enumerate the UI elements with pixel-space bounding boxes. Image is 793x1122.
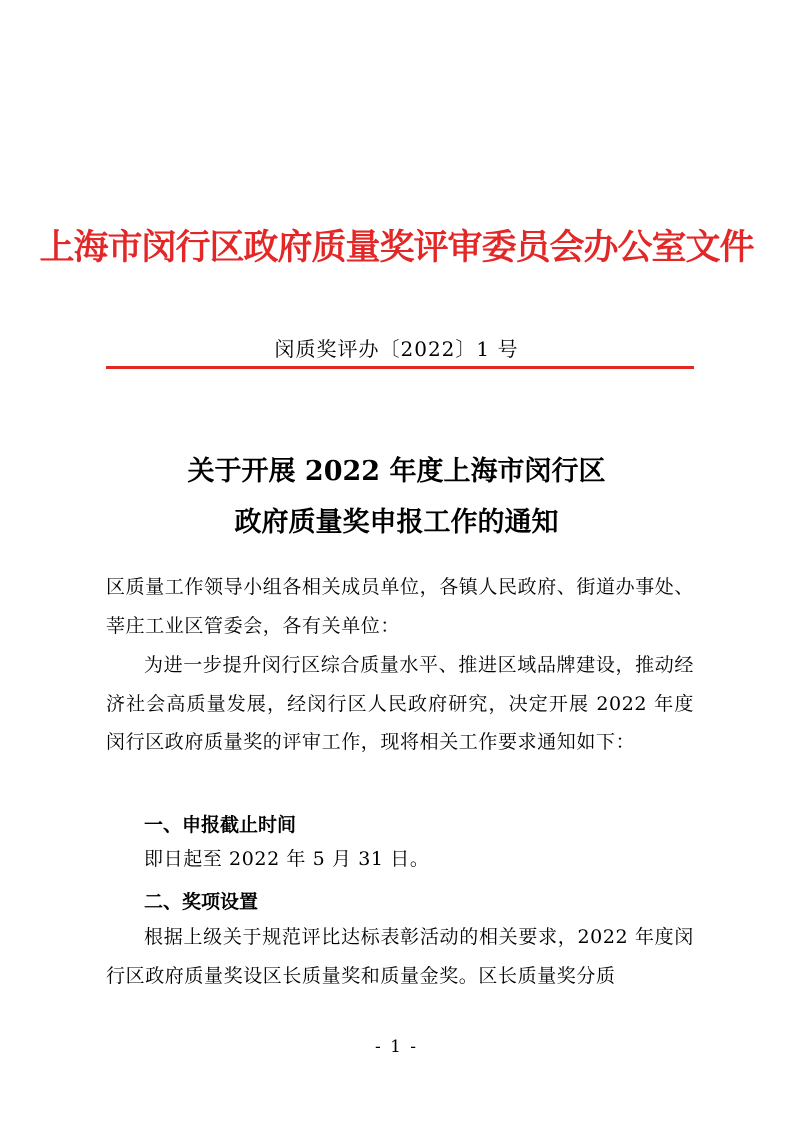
page-number: - 1 - [374,1037,419,1057]
section-1-heading: 一、申报截止时间 [144,814,297,836]
red-header-rule [106,366,694,369]
addressee-paragraph: 区质量工作领导小组各相关成员单位，各镇人民政府、街道办事处、莘庄工业区管委会，各有关单位： [106,576,695,637]
notice-title-line-2: 政府质量奖申报工作的通知 [234,507,559,538]
section-2-heading: 二、奖项设置 [144,891,259,913]
notice-title-line-1: 关于开展 2022 年度上海市闵行区 [187,456,606,487]
section-2-text: 根据上级关于规范评比达标表彰活动的相关要求，2022 年度闵行区政府质量奖设区长质量奖和质量金奖。区长质量奖分质 [106,926,694,987]
intro-paragraph: 为进一步提升闵行区综合质量水平、推进区域品牌建设，推动经济社会高质量发展，经闵行区人民政府研究，决定开展 2022 年度闵行区政府质量奖的评审工作，现将相关工作要求通知如下： [106,654,694,753]
document-number: 闵质奖评办〔2022〕1 号 [274,337,519,361]
section-1-text: 即日起至 2022 年 5 月 31 日。 [144,848,430,870]
issuing-office-title: 上海市闵行区政府质量奖评审委员会办公室文件 [39,227,754,268]
